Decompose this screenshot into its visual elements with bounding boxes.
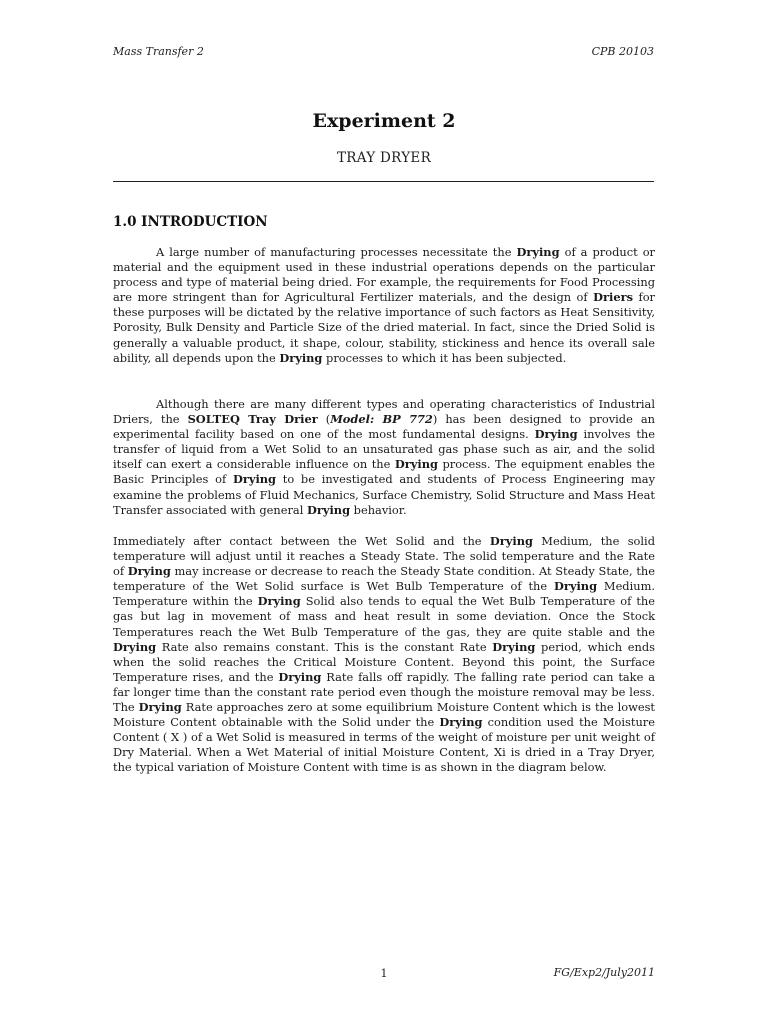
bold-term: Drying <box>394 457 438 472</box>
paragraph-3 <box>113 534 655 776</box>
bold-term: Drying <box>232 472 277 487</box>
text-run: Solid also tends to equal the Wet Bulb Temperature of the gas but lag in movement of mass and heat result in some deviation. Once the Stock Temperatures reach the Wet Bulb Temperature of the gas, they are quite stable and the <box>113 594 655 639</box>
bold-term: Drying <box>138 700 182 715</box>
document-title: Experiment 2 <box>312 110 456 132</box>
text-run: processes to which it has been subjected. <box>322 350 567 365</box>
bold-term: Drying <box>278 669 322 684</box>
bold-term: SOLTEQ Tray Drier <box>187 412 318 427</box>
bold-term: Drying <box>534 427 578 442</box>
text-run: process. The equipment enables the Basic Principles of <box>113 457 655 487</box>
text-run: for these purposes will be dictated by the relative importance of such factors as Heat Sensitivity, Porosity, Bulk Density and Particle Size of the dried material. In fact, since the Dried Solid is generally a valuable product, it shape, colour, stability, stickiness and hence its overall sale ability, all depends upon the <box>113 290 656 365</box>
text-run: ) has been designed to provide an experimental facility based on one of the most fundamental designs. <box>113 412 655 442</box>
text-run: of a product or material and the equipment used in these industrial operations depends on the particular process and type of material being dried. For example, the requirements for Food Processing are more stringent than for Agricultural Fertilizer materials, and the design of <box>113 245 655 305</box>
document-subtitle: TRAY DRYER <box>336 150 432 166</box>
header-course-title: Mass Transfer 2 <box>113 45 204 58</box>
section-heading: 1.0 INTRODUCTION <box>113 214 268 230</box>
bold-term: Drying <box>516 245 560 259</box>
footer-document-code: FG/Exp2/July2011 <box>553 966 655 979</box>
paragraph-1 <box>113 245 655 366</box>
paragraph-2 <box>113 397 655 518</box>
text-run: behavior. <box>350 502 407 517</box>
bold-term: Driers <box>593 290 633 305</box>
text-run: to be investigated and students of Process Engineering may examine the problems of Fluid Mechanics, Surface Chemistry, Solid Structure and Mass Heat Transfer associated with general <box>113 472 655 517</box>
bold-term: Drying <box>127 564 171 579</box>
text-run: Medium. Temperature within the <box>113 579 655 609</box>
text-run: Although there are many different types and operating characteristics of Industrial Driers, the <box>113 397 655 427</box>
bold-term: Drying <box>439 715 483 730</box>
text-run: A large number of manufacturing processes necessitate the <box>156 245 517 259</box>
model-number: Model: BP 772 <box>330 412 433 427</box>
text-run: Rate falls off rapidly. The falling rate period can take a far longer time than the constant rate period even though the moisture removal may be less. The <box>113 669 655 715</box>
text-run: condition used the Moisture Content ( X ) of a Wet Solid is measured in terms of the weight of moisture per unit weight of Dry Material. When a Wet Material of initial Moisture Content, Xi is dried in a Tray Dryer, the typical variation of Moisture Content with time is as shown in the diagram below. <box>113 715 655 775</box>
bold-term: Drying <box>306 502 351 517</box>
text-run: involves the transfer of liquid from a Wet Solid to an unsaturated gas phase such as air, and the solid itself can exert a considerable influence on the <box>113 427 655 472</box>
bold-term: Drying <box>279 350 323 365</box>
bold-term: Drying <box>492 639 536 654</box>
title-divider <box>113 181 654 182</box>
bold-term: Drying <box>257 594 301 609</box>
bold-term: Drying <box>553 579 598 594</box>
bold-term: Drying <box>113 639 157 654</box>
header-course-code: CPB 20103 <box>591 45 654 58</box>
text-run: Rate approaches zero at some equilibrium Moisture Content which is the lowest Moisture Content obtainable with the Solid under the <box>113 700 655 730</box>
text-run: Medium, the solid temperature will adjust until it reaches a Steady State. The solid temperature and the Rate of <box>113 534 655 579</box>
text-run: Rate also remains constant. This is the constant Rate <box>156 639 493 654</box>
page-number: 1 <box>380 967 388 980</box>
text-run: ( <box>317 412 331 427</box>
text-run: period, which ends when the solid reaches the Critical Moisture Content. Beyond this point, the Surface Temperature rises, and the <box>113 639 655 684</box>
text-run: may increase or decrease to reach the Steady State condition. At Steady State, the temperature of the Wet Solid surface is Wet Bulb Temperature of the <box>113 564 655 594</box>
text-run: Immediately after contact between the Wet Solid and the <box>113 534 490 548</box>
bold-term: Drying <box>489 534 533 548</box>
